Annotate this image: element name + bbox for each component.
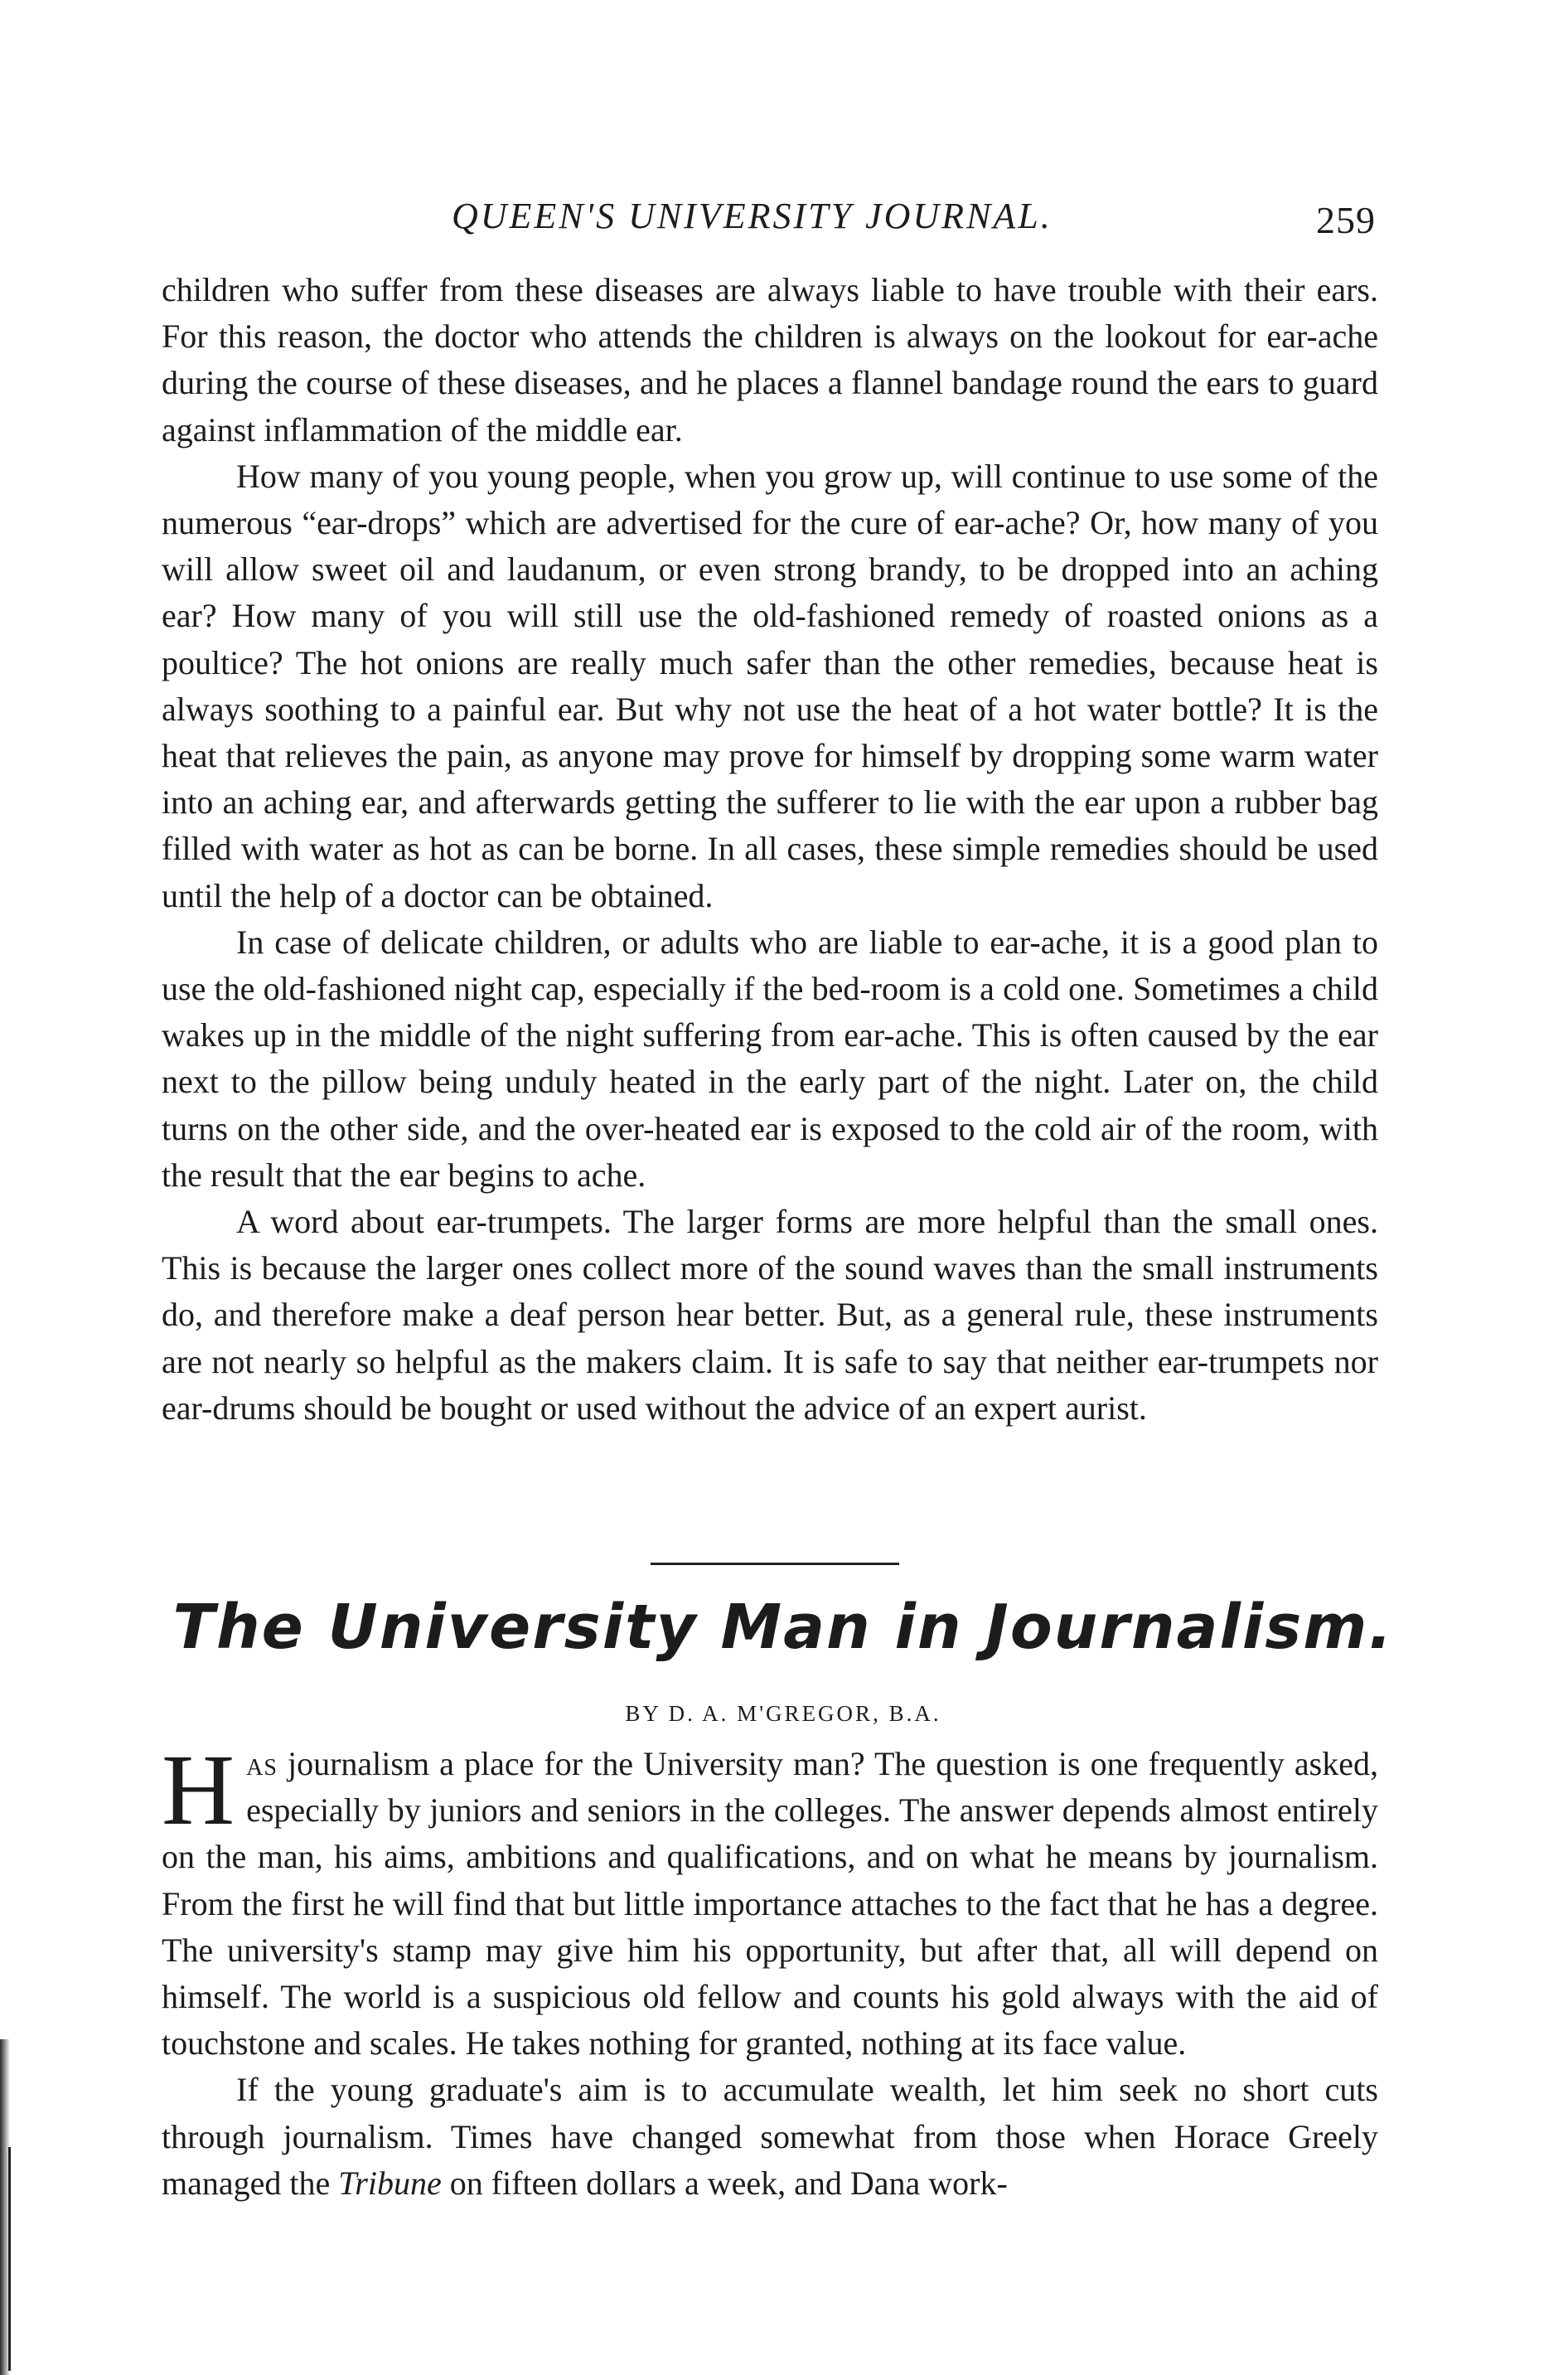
lead-in: as [246,1745,278,1782]
article-continuation [162,267,1378,1432]
paragraph-1-text: journalism a place for the University man? The question is one frequently asked, especially by juniors and seniors in the colleges. The answer depends almost entirely on the man, his aims, ambitions and qualifications, and on what he means by journalism. From the first he will find that but little importance attaches to the fact that he has a degree. The university's stamp may give him his opportunity, but after that, all will depend on himself. The world is a suspicious old fellow and counts his gold always with the aid of touchstone and scales. He takes nothing for granted, nothing at its face value. [162,1745,1378,2062]
paragraph-3: In case of delicate children, or adults who are liable to ear-ache, it is a good plan to use the old-fashioned night cap, especially if the bed-room is a cold one. Sometimes a child wakes up in the middle of the night suffering from ear-ache. This is often caused by the ear next to the pillow being unduly heated in the early part of the night. Later on, the child turns on the other side, and the over-heated ear is exposed to the cold air of the room, with the result that the ear begins to ache. [162,923,1378,1194]
article-byline: BY D. A. M'GREGOR, B.A. [625,1701,941,1726]
paragraph-1: children who suffer from these diseases are always liable to have trouble with their ears. For this reason, the doctor who attends the children is always on the lookout for ear-ache during the course of these diseases, and he places a flannel bandage round the ears to guard against inflammation of the middle ear. [162,271,1378,448]
drop-cap: H [162,1734,235,1846]
article-paragraph-2 [162,2067,1378,2207]
article-body [162,1734,1378,2207]
running-title: QUEEN'S UNIVERSITY JOURNAL. [452,196,1053,236]
paragraph-2-start: If the young graduate's aim is to accumulate wealth, let him seek no short cuts through journalism. Times have changed somewhat from those when Horace Greely managed the [162,2071,1378,2202]
page-header [166,187,1384,253]
article-paragraph-1 [162,1734,1378,2067]
newspaper-name: Tribune [338,2164,442,2202]
article-title: The University Man in Journalism. [172,1592,1394,1663]
section-divider [651,1563,899,1565]
paragraph-4: A word about ear-trumpets. The larger forms are more helpful than the small ones. This is because the larger ones collect more of the sound waves than the small instruments do, and therefore make a deaf person hear better. But, as a general rule, these instruments are not nearly so helpful as the makers claim. It is safe to say that neither ear-trumpets nor ear-drums should be bought or used without the advice of an expert aurist. [162,1203,1378,1427]
scan-edge-line [8,2147,11,2371]
paragraph-2: How many of you young people, when you grow up, will continue to use some of the numerous “ear-drops” which are advertised for the cure of ear-ache? Or, how many of you will allow sweet oil and laudanum, or even strong brandy, to be dropped into an aching ear? How many of you will still use the old-fashioned remedy of roasted onions as a poultice? The hot onions are really much safer than the other remedies, because heat is always soothing to a painful ear. But why not use the heat of a hot water bottle? It is the heat that relieves the pain, as anyone may prove for himself by dropping some warm water into an aching ear, and afterwards getting the sufferer to lie with the ear upon a rubber bag filled with water as hot as can be borne. In all cases, these simple remedies should be used until the help of a doctor can be obtained. [162,457,1378,914]
page-number: 259 [1316,199,1376,241]
paragraph-2-end: on fifteen dollars a week, and Dana work- [441,2164,1008,2202]
